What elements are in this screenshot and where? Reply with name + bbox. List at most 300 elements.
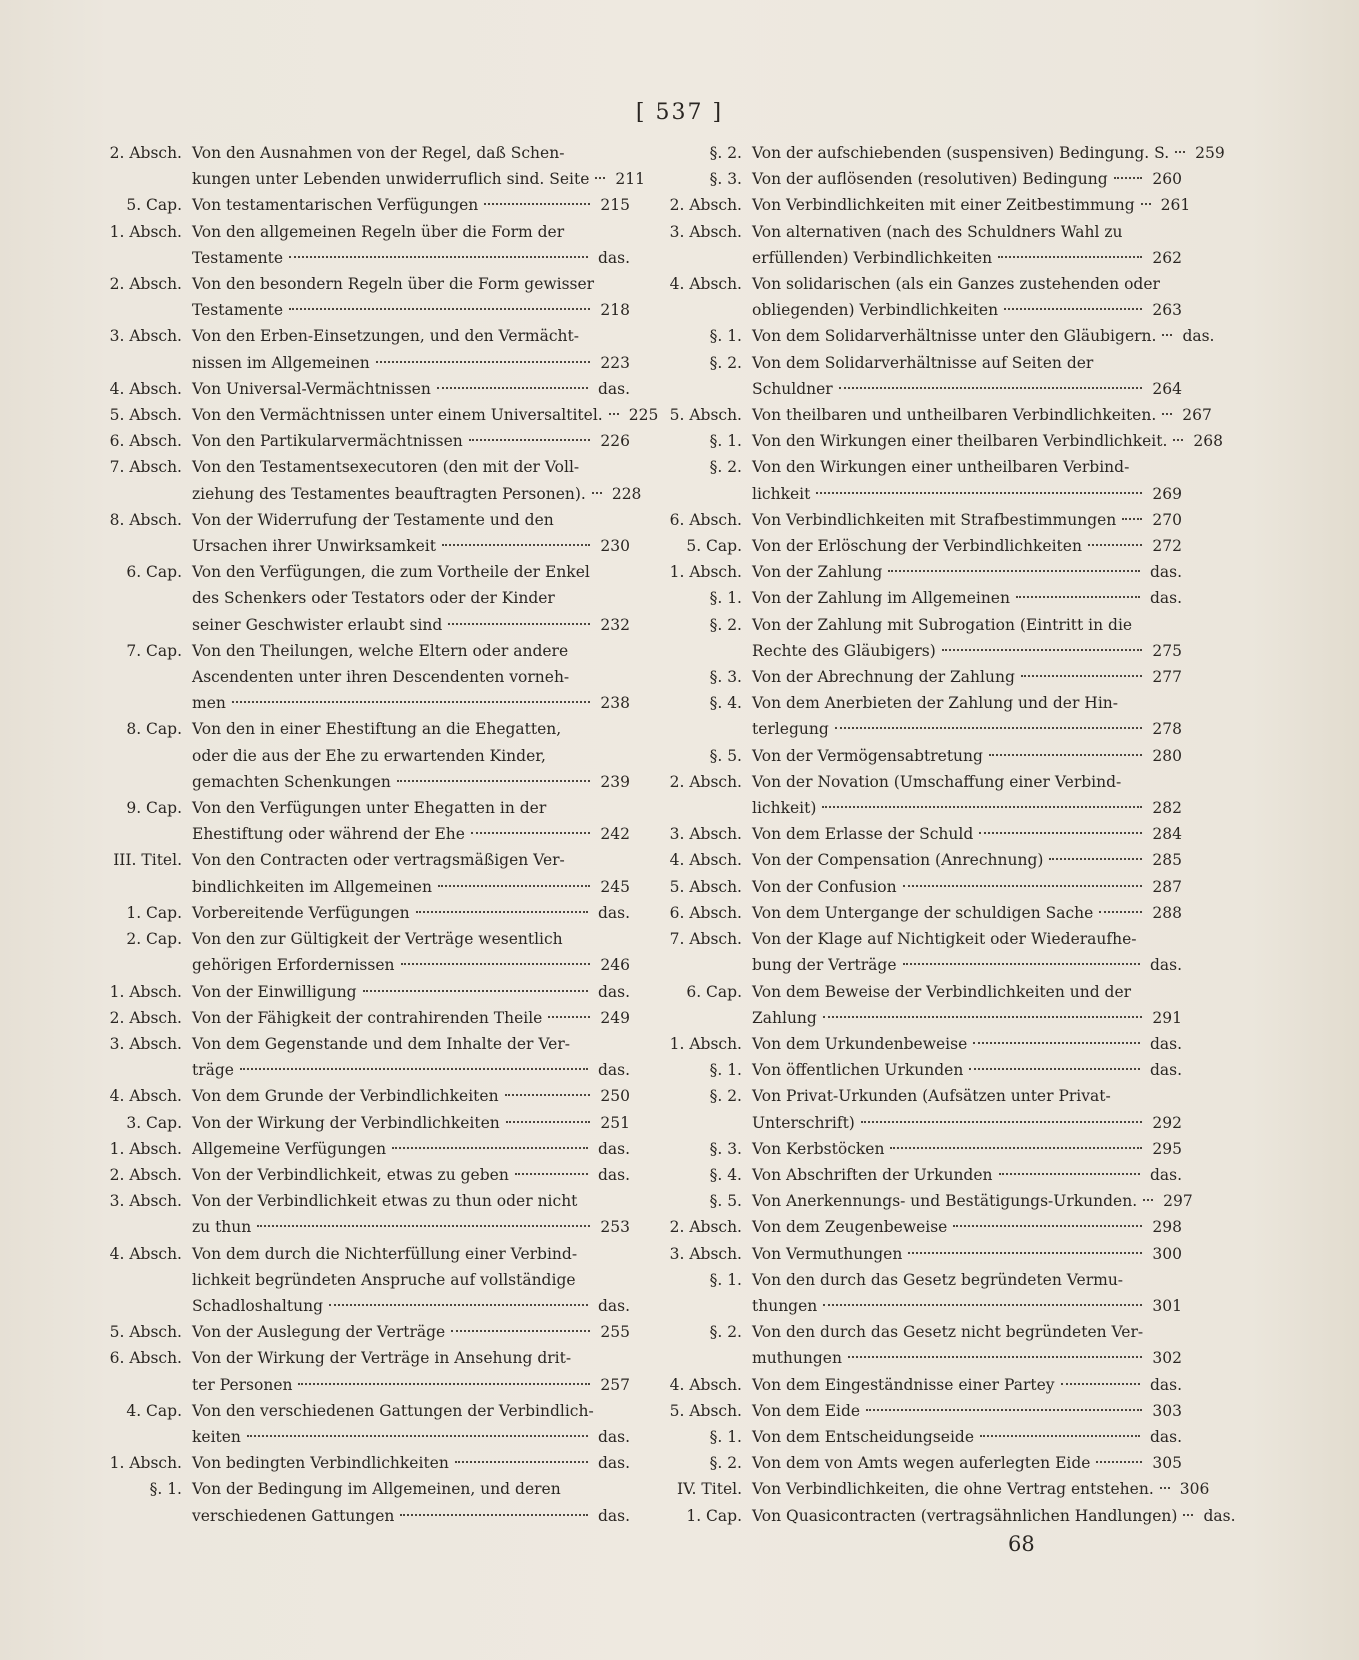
toc-entry	[648, 219, 1182, 271]
toc-entry-text: Von der Wirkung der Verbindlichkeiten	[192, 1113, 500, 1132]
dot-leader	[890, 1146, 1142, 1149]
dot-leader	[416, 910, 588, 913]
toc-entry	[80, 847, 630, 899]
dot-leader	[469, 438, 591, 441]
toc-entry	[648, 140, 1225, 166]
toc-entry	[648, 1319, 1182, 1371]
toc-entry-label: 5. Cap.	[126, 196, 182, 215]
toc-entry-page: 253	[600, 1218, 630, 1237]
toc-entry-page: das.	[1182, 327, 1215, 346]
dot-leader	[903, 962, 1140, 965]
dot-leader	[969, 1067, 1140, 1070]
toc-entry-page: 262	[1152, 248, 1182, 267]
toc-entry-text: Von den Verfügungen, die zum Vortheile der Enkel	[192, 563, 590, 582]
toc-entry-text: Von theilbaren und untheilbaren Verbindlichkeiten.	[752, 406, 1157, 425]
toc-entry	[648, 1476, 1210, 1502]
dot-leader	[848, 1355, 1142, 1358]
toc-entry-text: lichkeit)	[752, 799, 817, 818]
toc-entry-label: 1. Absch.	[109, 982, 182, 1001]
toc-entry-text: Von den durch das Gesetz begründeten Vermu-	[752, 1270, 1124, 1289]
toc-entry-text: Von dem Anerbieten der Zahlung und der Hin-	[752, 694, 1118, 713]
toc-entry-label: §. 4.	[709, 694, 742, 713]
toc-entry-page: 225	[628, 406, 659, 425]
toc-entry-page: 215	[600, 196, 630, 215]
toc-entry	[80, 1345, 630, 1397]
toc-entry-text: Von der Compensation (Anrechnung)	[752, 851, 1044, 870]
toc-entry-label: §. 4.	[709, 1165, 742, 1184]
toc-entry-label: §. 1.	[709, 432, 742, 451]
toc-entry-page: das.	[1149, 1165, 1182, 1184]
toc-entry-text: Von den Verfügungen unter Ehegatten in der	[192, 799, 547, 818]
dot-leader	[484, 202, 590, 205]
toc-entry-page: 277	[1152, 668, 1182, 687]
toc-entry-label: 2. Absch.	[109, 275, 182, 294]
toc-entry	[648, 1372, 1182, 1398]
toc-entry-text: Testamente	[192, 301, 283, 320]
toc-entry-text: Von der Bedingung im Allgemeinen, und deren	[192, 1480, 561, 1499]
toc-entry	[648, 192, 1191, 218]
toc-entry-page: das.	[1149, 563, 1182, 582]
toc-entry-page: 257	[600, 1375, 630, 1394]
toc-entry-text: Von den Testamentsexecutoren (den mit der Voll-	[192, 458, 580, 477]
toc-entry-text: oder die aus der Ehe zu erwartenden Kinder,	[192, 746, 546, 765]
dot-leader	[1162, 412, 1172, 415]
toc-entry-text: Von dem Zeugenbeweise	[752, 1218, 948, 1237]
toc-entry-label: 7. Absch.	[669, 930, 742, 949]
toc-entry-page: das.	[1149, 1427, 1182, 1446]
toc-entry-text: Von Quasicontracten (vertragsähnlichen Handlungen)	[752, 1506, 1178, 1525]
toc-entry	[648, 559, 1182, 585]
toc-entry-page: 251	[600, 1113, 630, 1132]
toc-entry-text: Von der Abrechnung der Zahlung	[752, 668, 1015, 687]
toc-entry-text: Von dem Gegenstande und dem Inhalte der Ver-	[192, 1034, 570, 1053]
dot-leader	[839, 386, 1143, 389]
toc-entry	[648, 1083, 1182, 1135]
toc-entry-label: 3. Absch.	[669, 825, 742, 844]
toc-entry-label: 2. Absch.	[669, 1218, 742, 1237]
toc-entry-page: das.	[597, 1427, 630, 1446]
toc-entry-label: 1. Absch.	[109, 1454, 182, 1473]
toc-entry	[80, 900, 630, 926]
toc-entry-text: Zahlung	[752, 1008, 817, 1027]
dot-leader	[505, 1093, 591, 1096]
toc-entry-text: Von bedingten Verbindlichkeiten	[192, 1454, 449, 1473]
toc-entry	[648, 690, 1182, 742]
toc-entry-label: 2. Absch.	[109, 1165, 182, 1184]
toc-entry-text: Von der auflösenden (resolutiven) Bedingung	[752, 170, 1108, 189]
dot-leader	[609, 412, 619, 415]
toc-entry-label: 5. Absch.	[109, 406, 182, 425]
toc-entry-text: Von den Vermächtnissen unter einem Universaltitel.	[192, 406, 603, 425]
toc-entry	[80, 402, 659, 428]
dot-leader	[816, 491, 1142, 494]
toc-entry	[80, 1450, 630, 1476]
toc-entry	[80, 1136, 630, 1162]
dot-leader	[822, 805, 1142, 808]
toc-entry-label: §. 2.	[709, 1323, 742, 1342]
toc-entry-text: Von den Wirkungen einer untheilbaren Verbind-	[752, 458, 1130, 477]
toc-entry	[80, 271, 630, 323]
toc-entry	[648, 1503, 1236, 1529]
toc-entry-label: 3. Absch.	[109, 327, 182, 346]
toc-entry-text: Ehestiftung oder während der Ehe	[192, 825, 465, 844]
toc-entry-text: Von dem von Amts wegen auferlegten Eide	[752, 1454, 1091, 1473]
toc-entry	[80, 192, 630, 218]
toc-entry-text: Von den Contracten oder vertragsmäßigen Ver-	[192, 851, 565, 870]
toc-entry	[80, 428, 630, 454]
toc-entry-label: §. 1.	[709, 327, 742, 346]
toc-entry-label: 2. Absch.	[109, 144, 182, 162]
toc-entry-text: Von der Novation (Umschaffung einer Verbind-	[752, 772, 1122, 791]
toc-entry-label: 1. Absch.	[109, 222, 182, 241]
toc-entry-text: Von den Wirkungen einer theilbaren Verbindlichkeit.	[752, 432, 1168, 451]
toc-entry-text: Von dem Beweise der Verbindlichkeiten und der	[752, 982, 1132, 1001]
toc-entry-label: 5. Absch.	[669, 1401, 742, 1420]
dot-leader	[400, 1513, 588, 1516]
toc-entry-page: das.	[1149, 1061, 1182, 1080]
toc-entry-text: Von dem Urkundenbeweise	[752, 1034, 968, 1053]
dot-leader	[953, 1224, 1142, 1227]
toc-entry-label: 7. Absch.	[109, 458, 182, 477]
toc-entry-text: Schuldner	[752, 379, 833, 398]
dot-leader	[363, 989, 588, 992]
toc-entry	[648, 1031, 1182, 1057]
toc-entry-page: 291	[1152, 1008, 1182, 1027]
toc-entry-text: Von der Zahlung	[752, 563, 883, 582]
dot-leader	[903, 884, 1143, 887]
toc-entry-text: Von den in einer Ehestiftung an die Ehegatten,	[192, 720, 562, 739]
toc-entry-text: Von dem Solidarverhältnisse unter den Gläubigern.	[752, 327, 1157, 346]
toc-entry-label: 6. Absch.	[109, 1349, 182, 1368]
toc-entry-label: §. 1.	[149, 1480, 182, 1499]
toc-entry-page: das.	[597, 379, 630, 398]
toc-entry-text: Von dem Solidarverhältnisse auf Seiten der	[752, 353, 1094, 372]
toc-entry-text: Von dem Eide	[752, 1401, 861, 1420]
dot-leader	[999, 1172, 1140, 1175]
toc-entry-label: 1. Absch.	[109, 1139, 182, 1158]
dot-leader	[289, 255, 588, 258]
toc-entry-text: gehörigen Erfordernissen	[192, 956, 395, 975]
toc-entry-label: 2. Cap.	[126, 930, 182, 949]
toc-entry-page: 272	[1152, 537, 1182, 556]
toc-entry-text: Unterschrift)	[752, 1113, 855, 1132]
dot-leader	[1141, 202, 1151, 205]
dot-leader	[835, 726, 1143, 729]
toc-entry	[648, 1188, 1193, 1214]
toc-entry-page: das.	[597, 248, 630, 267]
toc-entry	[80, 1398, 630, 1450]
toc-entry	[648, 1136, 1182, 1162]
toc-entry-page: 280	[1152, 746, 1182, 765]
toc-entry-page: 264	[1152, 379, 1182, 398]
dot-leader	[989, 753, 1142, 756]
dot-leader	[397, 779, 591, 782]
toc-entry-text: lichkeit begründeten Anspruche auf vollständige	[192, 1270, 576, 1289]
toc-entry-text: Testamente	[192, 248, 283, 267]
toc-entry-text: terlegung	[752, 720, 829, 739]
toc-entry-label: 3. Absch.	[669, 1244, 742, 1263]
toc-entry-page: 249	[600, 1008, 630, 1027]
dot-leader	[240, 1067, 588, 1070]
toc-entry	[80, 795, 630, 847]
toc-entry-text: Von der Klage auf Nichtigkeit oder Wiederaufhe-	[752, 930, 1137, 949]
toc-entry-text: bung der Verträge	[752, 956, 897, 975]
toc-entry-label: §. 2.	[709, 353, 742, 372]
toc-entry-text: Von den Ausnahmen von der Regel, daß Schen-	[192, 144, 565, 162]
toc-entry-page: das.	[597, 903, 630, 922]
toc-entry-page: 226	[600, 432, 630, 451]
toc-entry-text: Allgemeine Verfügungen	[192, 1139, 387, 1158]
toc-entry-text: Von den Partikularvermächtnissen	[192, 432, 463, 451]
toc-entry-label: §. 1.	[709, 1061, 742, 1080]
toc-entry-page: das.	[1149, 1375, 1182, 1394]
dot-leader	[1114, 176, 1143, 179]
toc-entry-label: 9. Cap.	[126, 799, 182, 818]
toc-entry-text: Von der Vermögensabtretung	[752, 746, 983, 765]
dot-leader	[908, 1251, 1142, 1254]
toc-entry-label: III. Titel.	[113, 851, 182, 870]
toc-entry-text: ter Personen	[192, 1375, 293, 1394]
toc-entry-text: Von den Theilungen, welche Eltern oder andere	[192, 641, 569, 660]
toc-entry-page: 303	[1152, 1401, 1182, 1420]
toc-entry-label: 6. Cap.	[686, 982, 742, 1001]
toc-entry-text: Ascendenten unter ihren Descendenten vorneh-	[192, 668, 570, 687]
toc-entry-page: 270	[1152, 510, 1182, 529]
toc-entry-text: Von Abschriften der Urkunden	[752, 1165, 993, 1184]
toc-entry-page: 223	[600, 353, 630, 372]
toc-entry-text: Ursachen ihrer Unwirksamkeit	[192, 537, 436, 556]
toc-entry	[648, 821, 1182, 847]
dot-leader	[1173, 438, 1183, 441]
toc-entry-page: 295	[1152, 1139, 1182, 1158]
toc-entry-page: 288	[1152, 903, 1182, 922]
dot-leader	[392, 1146, 588, 1149]
toc-entry-label: IV. Titel.	[676, 1480, 742, 1499]
toc-entry	[80, 926, 630, 978]
toc-entry-text: Von der Wirkung der Verträge in Ansehung drit-	[192, 1349, 572, 1368]
toc-entry	[648, 612, 1182, 664]
toc-entry-page: das.	[597, 1454, 630, 1473]
toc-entry-text: Von Anerkennungs- und Bestätigungs-Urkunden.	[752, 1192, 1138, 1211]
toc-entry-page: das.	[597, 1296, 630, 1315]
dot-leader	[442, 543, 590, 546]
toc-entry-page: 218	[600, 301, 630, 320]
toc-entry-label: §. 1.	[709, 1427, 742, 1446]
toc-entry-text: Von der Confusion	[752, 877, 897, 896]
dot-leader	[329, 1303, 588, 1306]
dot-leader	[866, 1408, 1142, 1411]
toc-entry-label: §. 1.	[709, 1270, 742, 1289]
toc-entry	[80, 454, 642, 506]
dot-leader	[861, 1120, 1143, 1123]
toc-entry-label: 8. Cap.	[126, 720, 182, 739]
toc-entry-label: 4. Absch.	[669, 851, 742, 870]
toc-entry	[648, 1241, 1182, 1267]
toc-entry-label: 2. Absch.	[109, 1008, 182, 1027]
toc-entry-text: Von Universal-Vermächtnissen	[192, 379, 431, 398]
toc-entry-page: 300	[1152, 1244, 1182, 1263]
dot-leader	[257, 1224, 590, 1227]
toc-entry-text: Von Verbindlichkeiten mit einer Zeitbestimmung	[752, 196, 1135, 215]
toc-entry-page: 267	[1182, 406, 1212, 425]
toc-entry-text: Von der Einwilligung	[192, 982, 357, 1001]
page-header: [ 537 ]	[635, 100, 724, 125]
toc-entry-text: Von den verschiedenen Gattungen der Verbindlich-	[192, 1401, 594, 1420]
toc-entry	[80, 323, 630, 375]
toc-entry-text: thungen	[752, 1296, 818, 1315]
toc-entry-text: Von Privat-Urkunden (Aufsätzen unter Privat-	[752, 1087, 1111, 1106]
toc-entry-page: 282	[1152, 799, 1182, 818]
toc-entry-page: das.	[1203, 1506, 1236, 1525]
toc-entry-page: 245	[600, 877, 630, 896]
toc-entry	[80, 1083, 630, 1109]
toc-entry-page: das.	[597, 1139, 630, 1158]
dot-leader	[942, 648, 1143, 651]
toc-entry	[648, 454, 1182, 506]
toc-entry-text: Von den allgemeinen Regeln über die Form der	[192, 222, 565, 241]
toc-entry	[648, 350, 1182, 402]
toc-entry-text: Von den Erben-Einsetzungen, und den Vermächt-	[192, 327, 579, 346]
toc-entry	[648, 874, 1182, 900]
dot-leader	[823, 1303, 1142, 1306]
toc-entry-text: Von der Widerrufung der Testamente und den	[192, 510, 554, 529]
toc-entry-label: §. 2.	[709, 458, 742, 477]
toc-entry-page: 306	[1179, 1480, 1210, 1499]
toc-entry-label: 5. Absch.	[669, 406, 742, 425]
dot-leader	[401, 962, 591, 965]
toc-entry-text: seiner Geschwister erlaubt sind	[192, 615, 443, 634]
toc-entry-text: Von dem Erlasse der Schuld	[752, 825, 974, 844]
toc-entry-page: 284	[1152, 825, 1182, 844]
toc-entry-label: 2. Absch.	[669, 772, 742, 791]
toc-entry-page: 261	[1160, 196, 1191, 215]
toc-entry	[80, 638, 630, 717]
toc-entry-page: 263	[1152, 301, 1182, 320]
toc-entry-page: das.	[1149, 956, 1182, 975]
dot-leader	[595, 176, 605, 179]
toc-entry-label: 4. Absch.	[669, 1375, 742, 1394]
dot-leader	[1061, 1382, 1140, 1385]
toc-entry-text: Von öffentlichen Urkunden	[752, 1061, 964, 1080]
toc-entry	[648, 900, 1182, 926]
toc-entry	[80, 1241, 630, 1320]
dot-leader	[1099, 910, 1142, 913]
dot-leader	[823, 1015, 1143, 1018]
dot-leader	[973, 1041, 1140, 1044]
dot-leader	[592, 491, 602, 494]
toc-entry-page: 292	[1152, 1113, 1182, 1132]
toc-entry	[80, 507, 630, 559]
toc-entry-text: Von den zur Gültigkeit der Verträge wesentlich	[192, 930, 563, 949]
dot-leader	[1088, 543, 1142, 546]
toc-entry-text: Von Vermuthungen	[752, 1244, 903, 1263]
toc-entry-label: §. 3.	[709, 1139, 742, 1158]
dot-leader	[448, 622, 590, 625]
toc-entry-label: §. 3.	[709, 668, 742, 687]
toc-entry-page: 242	[600, 825, 630, 844]
toc-entry-page: das.	[597, 1506, 630, 1525]
toc-entry	[80, 1005, 630, 1031]
toc-entry-page: 232	[600, 615, 630, 634]
toc-entry-page: 287	[1152, 877, 1182, 896]
toc-entry-text: Von dem Untergange der schuldigen Sache	[752, 903, 1094, 922]
toc-entry-page: 305	[1152, 1454, 1182, 1473]
toc-entry-page: 297	[1163, 1192, 1193, 1211]
toc-entry-label: §. 2.	[709, 144, 742, 162]
toc-entry-label: 1. Absch.	[669, 1034, 742, 1053]
toc-entry-label: 4. Absch.	[109, 379, 182, 398]
toc-entry-page: 260	[1152, 170, 1182, 189]
toc-entry-label: §. 3.	[709, 170, 742, 189]
toc-entry-text: Von der Verbindlichkeit, etwas zu geben	[192, 1165, 509, 1184]
dot-leader	[888, 569, 1140, 572]
toc-entry-label: 4. Cap.	[126, 1401, 182, 1420]
toc-entry-label: 4. Absch.	[669, 275, 742, 294]
toc-entry-text: Vorbereitende Verfügungen	[192, 903, 410, 922]
toc-entry-label: §. 2.	[709, 1454, 742, 1473]
dot-leader	[1004, 307, 1142, 310]
dot-leader	[451, 1329, 590, 1332]
toc-entry-page: das.	[597, 982, 630, 1001]
toc-entry-page: das.	[1149, 1034, 1182, 1053]
toc-entry	[648, 743, 1182, 769]
toc-entry	[648, 1450, 1182, 1476]
dot-leader	[1122, 517, 1142, 520]
toc-entry-label: 3. Cap.	[126, 1113, 182, 1132]
dot-leader	[1096, 1460, 1142, 1463]
dot-leader	[232, 700, 591, 703]
toc-entry	[80, 140, 646, 192]
toc-entry-text: Von den besondern Regeln über die Form gewisser	[192, 275, 595, 294]
toc-entry-label: 8. Absch.	[109, 510, 182, 529]
toc-column-left	[80, 140, 659, 1529]
toc-entry-label: 6. Cap.	[126, 563, 182, 582]
toc-entry-page: das.	[597, 1165, 630, 1184]
toc-entry	[648, 1214, 1182, 1240]
toc-entry-text: Von der Zahlung mit Subrogation (Eintritt in die	[752, 615, 1133, 634]
toc-entry-page: 250	[600, 1087, 630, 1106]
toc-entry	[80, 1162, 630, 1188]
dot-leader	[998, 255, 1142, 258]
toc-entry-text: des Schenkers oder Testators oder der Kinder	[192, 589, 555, 608]
toc-entry-label: §. 1.	[709, 589, 742, 608]
dot-leader	[1021, 674, 1143, 677]
toc-entry	[648, 585, 1182, 611]
toc-entry-text: erfüllenden) Verbindlichkeiten	[752, 248, 993, 267]
toc-entry-text: bindlichkeiten im Allgemeinen	[192, 877, 432, 896]
toc-entry-label: §. 2.	[709, 615, 742, 634]
dot-leader	[506, 1120, 591, 1123]
toc-entry-page: das.	[1149, 589, 1182, 608]
toc-entry-text: obliegenden) Verbindlichkeiten	[752, 301, 999, 320]
dot-leader	[298, 1382, 590, 1385]
toc-entry-text: gemachten Schenkungen	[192, 772, 391, 791]
dot-leader	[1160, 1486, 1170, 1489]
toc-entry-text: Von dem durch die Nichterfüllung einer Verbind-	[192, 1244, 578, 1263]
toc-column-right	[648, 140, 1236, 1529]
toc-entry	[648, 979, 1182, 1031]
toc-entry	[80, 1031, 630, 1083]
toc-entry-text: muthungen	[752, 1349, 842, 1368]
toc-entry	[80, 1319, 630, 1345]
toc-entry-text: verschiedenen Gattungen	[192, 1506, 395, 1525]
toc-entry-page: 285	[1152, 851, 1182, 870]
toc-entry-text: keiten	[192, 1427, 241, 1446]
dot-leader	[1162, 333, 1172, 336]
toc-entry	[648, 428, 1223, 454]
toc-entry-text: Von der Fähigkeit der contrahirenden Theile	[192, 1008, 543, 1027]
toc-entry-label: 5. Cap.	[686, 537, 742, 556]
